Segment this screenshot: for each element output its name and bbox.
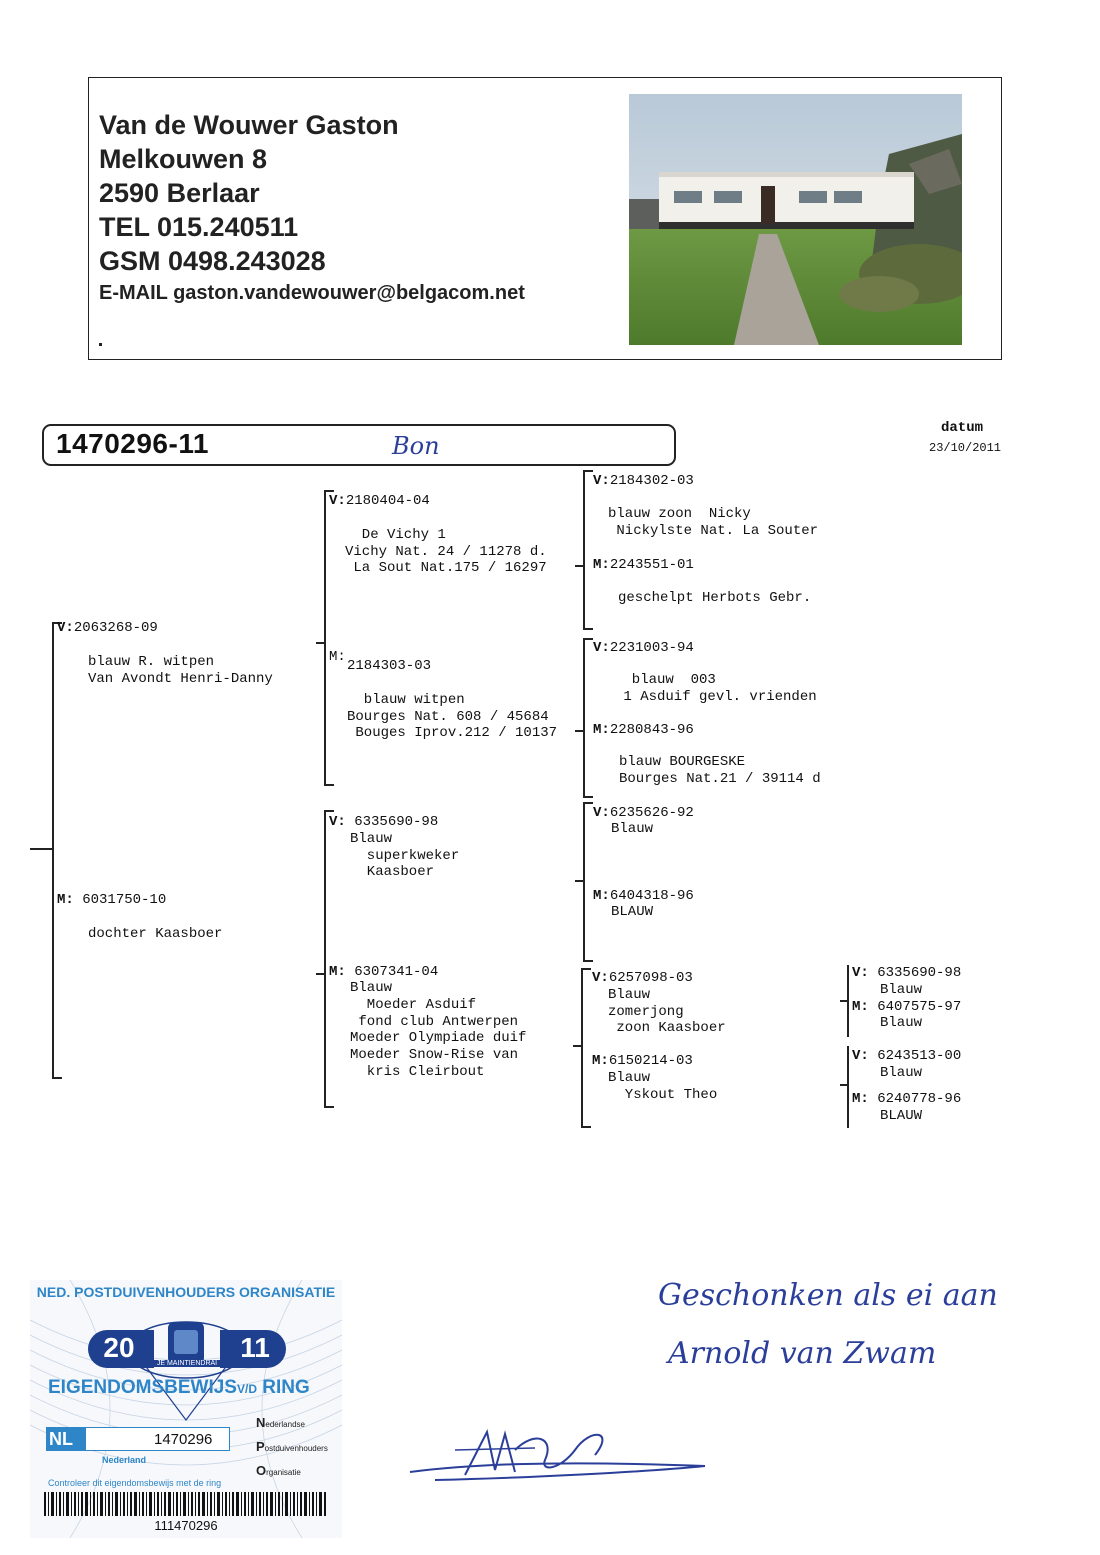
gen2-sire-tick	[316, 642, 326, 644]
dss-block	[593, 805, 694, 822]
date-label: datum	[941, 420, 984, 436]
sd-line-3: Bouges Iprov.212 / 10137	[347, 725, 558, 741]
sds-ring: 2231003-94	[609, 640, 694, 656]
dss-ring: 6235626-92	[609, 805, 694, 821]
sds-line-2: 1 Asduif gevl. vrienden	[615, 689, 817, 705]
ddsd-ring: 6407575-97	[877, 999, 962, 1015]
ddd-block	[592, 1053, 693, 1070]
sire-line-2: Van Avondt Henri-Danny	[88, 671, 273, 687]
dsd-label: M:	[593, 888, 610, 904]
sd-line-1: blauw witpen	[347, 692, 465, 708]
dds-line-3: zoon Kaasboer	[608, 1020, 726, 1036]
owner-tel: TEL 015.240511	[99, 212, 299, 242]
dd-line-2: Moeder Asduif	[350, 997, 477, 1013]
sdd-ring: 2280843-96	[609, 722, 694, 738]
gen3-sss-tick	[575, 565, 585, 567]
header-box	[88, 77, 1002, 360]
npo-letter-1: N	[256, 1415, 266, 1430]
gen3-sds-bracket	[583, 638, 593, 798]
sdd-block	[593, 722, 694, 739]
ss-label: V:	[329, 493, 346, 509]
gen3-dss-bracket	[583, 802, 593, 962]
ssd-line-1: geschelpt Herbots Gebr.	[618, 590, 812, 606]
gen3-sss-bracket	[583, 470, 593, 630]
dam-block	[57, 892, 166, 909]
ss-line-1: De Vichy 1	[345, 527, 446, 543]
npo-row-3	[256, 1460, 328, 1484]
ddd-label: M:	[592, 1053, 609, 1069]
card-country: Nederland	[102, 1455, 147, 1465]
ss-ring: 2180404-04	[345, 493, 430, 509]
gen4-lower-tick	[840, 1084, 849, 1086]
dd-line-6: kris Cleirbout	[350, 1064, 485, 1080]
owner-street: Melkouwen 8	[99, 144, 268, 174]
ds-block	[329, 814, 438, 831]
ring-number-bar	[42, 424, 676, 466]
sss-line-2: Nickylste Nat. La Souter	[608, 523, 819, 539]
dd-block	[329, 964, 438, 981]
gen3-dds-tick	[573, 1045, 583, 1047]
dd-ring: 6307341-04	[345, 964, 439, 980]
dam-line-1: dochter Kaasboer	[88, 926, 223, 942]
npo-word-2: ostduivenhouders	[264, 1444, 328, 1453]
npo-word-1: ederlandse	[265, 1420, 305, 1429]
barcode-number: 111470296	[154, 1518, 218, 1533]
sdd-line-2: Bourges Nat.21 / 39114 d	[619, 771, 821, 787]
npo-letter-2: P	[256, 1439, 265, 1454]
gen1-bracket	[52, 622, 62, 1079]
card-title	[48, 1377, 310, 1399]
gen2-sire-bracket	[324, 490, 334, 786]
ssd-label: M:	[593, 557, 610, 573]
sd-line-2: Bourges Nat. 608 / 45684	[347, 709, 549, 725]
ssd-block	[593, 557, 694, 574]
ss-line-3: La Sout Nat.175 / 16297	[345, 560, 547, 576]
ddd-ring: 6150214-03	[608, 1053, 693, 1069]
dss-line-1: Blauw	[611, 821, 654, 837]
dddd-label: M:	[852, 1091, 869, 1107]
npo-list	[256, 1412, 328, 1484]
year-left: 20	[103, 1332, 135, 1363]
dam-ring: 6031750-10	[82, 892, 167, 908]
sdd-label: M:	[593, 722, 610, 738]
ds-line-3: Kaasboer	[350, 864, 435, 880]
loft-photo	[629, 94, 962, 345]
ddds-block	[852, 1048, 961, 1065]
ssd-ring: 2243551-01	[609, 557, 694, 573]
sds-line-1: blauw 003	[615, 672, 716, 688]
gen3-sds-tick	[575, 730, 585, 732]
dsd-block	[593, 888, 694, 905]
sdd-line-1: blauw BOURGESKE	[619, 754, 746, 770]
dddd-color: BLAUW	[880, 1108, 923, 1124]
ddd-line-2: Yskout Theo	[608, 1087, 718, 1103]
handwritten-note-line-2: Arnold van Zwam	[668, 1336, 937, 1371]
sd-label: M:	[329, 649, 346, 665]
handwritten-name: Bon	[392, 432, 440, 460]
dd-line-5: Moeder Snow-Rise van	[350, 1047, 519, 1063]
ds-label: V:	[329, 814, 346, 830]
ddds-ring: 6243513-00	[877, 1048, 962, 1064]
dds-line-2: zomerjong	[608, 1004, 684, 1020]
dd-line-3: fond club Antwerpen	[350, 1014, 519, 1030]
card-title-main: EIGENDOMSBEWIJS	[48, 1377, 237, 1398]
npo-row-2	[256, 1436, 328, 1460]
handwritten-note-line-1: Geschonken als ei aan	[658, 1278, 998, 1313]
dds-block	[592, 970, 693, 987]
sss-label: V:	[593, 473, 610, 489]
sire-label: V:	[57, 620, 74, 636]
card-org: NED. POSTDUIVENHOUDERS ORGANISATIE	[36, 1284, 336, 1300]
sss-line-1: blauw zoon Nicky	[608, 506, 751, 522]
owner-gsm: GSM 0498.243028	[99, 246, 326, 276]
card-title-suffix: V/D	[236, 1382, 257, 1396]
card-notice: Controleer dit eigendomsbewijs met de ring	[48, 1478, 222, 1488]
gen4-lower-line	[847, 1046, 849, 1128]
sire-block	[57, 620, 158, 637]
npo-row-1	[256, 1412, 328, 1436]
ds-ring: 6335690-98	[345, 814, 439, 830]
barcode	[44, 1492, 326, 1516]
ddds-label: V:	[852, 1048, 869, 1064]
dddd-block	[852, 1091, 961, 1108]
motto: JE MAINTIENDRAI	[154, 1360, 220, 1367]
gen3-dds-bracket	[581, 968, 591, 1128]
dddd-ring: 6240778-96	[877, 1091, 962, 1107]
ddss-block	[852, 965, 961, 982]
sire-ring: 2063268-09	[73, 620, 158, 636]
gen2-dam-tick	[316, 973, 326, 975]
sire-line-1: blauw R. witpen	[88, 654, 215, 670]
ddsd-label: M:	[852, 999, 869, 1015]
npo-letter-3: O	[256, 1463, 267, 1478]
dds-label: V:	[592, 970, 609, 986]
ddss-color: Blauw	[880, 982, 923, 998]
ddsd-color: Blauw	[880, 1015, 923, 1031]
ddss-ring: 6335690-98	[877, 965, 962, 981]
ds-line-1: Blauw	[350, 831, 393, 847]
ds-line-2: superkweker	[350, 848, 460, 864]
dot	[99, 343, 102, 346]
country-code: NL	[49, 1429, 73, 1449]
ddss-label: V:	[852, 965, 869, 981]
card-title-ring: RING	[262, 1377, 310, 1398]
owner-name: Van de Wouwer Gaston	[99, 110, 399, 140]
ring-number: 1470296-11	[56, 428, 209, 459]
gen2-dam-bracket	[324, 810, 334, 1108]
dds-ring: 6257098-03	[608, 970, 693, 986]
ddsd-block	[852, 999, 961, 1016]
dd-line-4: Moeder Olympiade duif	[350, 1030, 527, 1046]
owner-city: 2590 Berlaar	[99, 178, 260, 208]
sss-block	[593, 473, 694, 490]
signature	[405, 1420, 715, 1495]
sss-ring: 2184302-03	[609, 473, 694, 489]
sds-block	[593, 640, 694, 657]
sd-ring: 2184303-03	[347, 658, 432, 674]
dd-label: M:	[329, 964, 346, 980]
ownership-card	[30, 1280, 342, 1538]
dd-line-1: Blauw	[350, 980, 393, 996]
gen4-upper-tick	[840, 1000, 849, 1002]
dds-line-1: Blauw	[608, 987, 651, 1003]
date-value: 23/10/2011	[929, 441, 1002, 455]
gen3-dss-tick	[575, 880, 585, 882]
dam-label: M:	[57, 892, 74, 908]
root-tick	[30, 848, 52, 850]
ddd-line-1: Blauw	[608, 1070, 651, 1086]
year-right: 11	[240, 1332, 270, 1363]
owner-email: E-MAIL gaston.vandewouwer@belgacom.net	[99, 282, 525, 304]
dsd-ring: 6404318-96	[609, 888, 694, 904]
sds-label: V:	[593, 640, 610, 656]
dsd-line-1: BLAUW	[611, 904, 654, 920]
ddds-color: Blauw	[880, 1065, 923, 1081]
ss-line-2: Vichy Nat. 24 / 11278 d.	[345, 544, 547, 560]
dss-label: V:	[593, 805, 610, 821]
card-ring-number: 1470296	[154, 1431, 213, 1448]
npo-word-3: rganisatie	[266, 1468, 301, 1477]
ss-block	[329, 493, 430, 510]
